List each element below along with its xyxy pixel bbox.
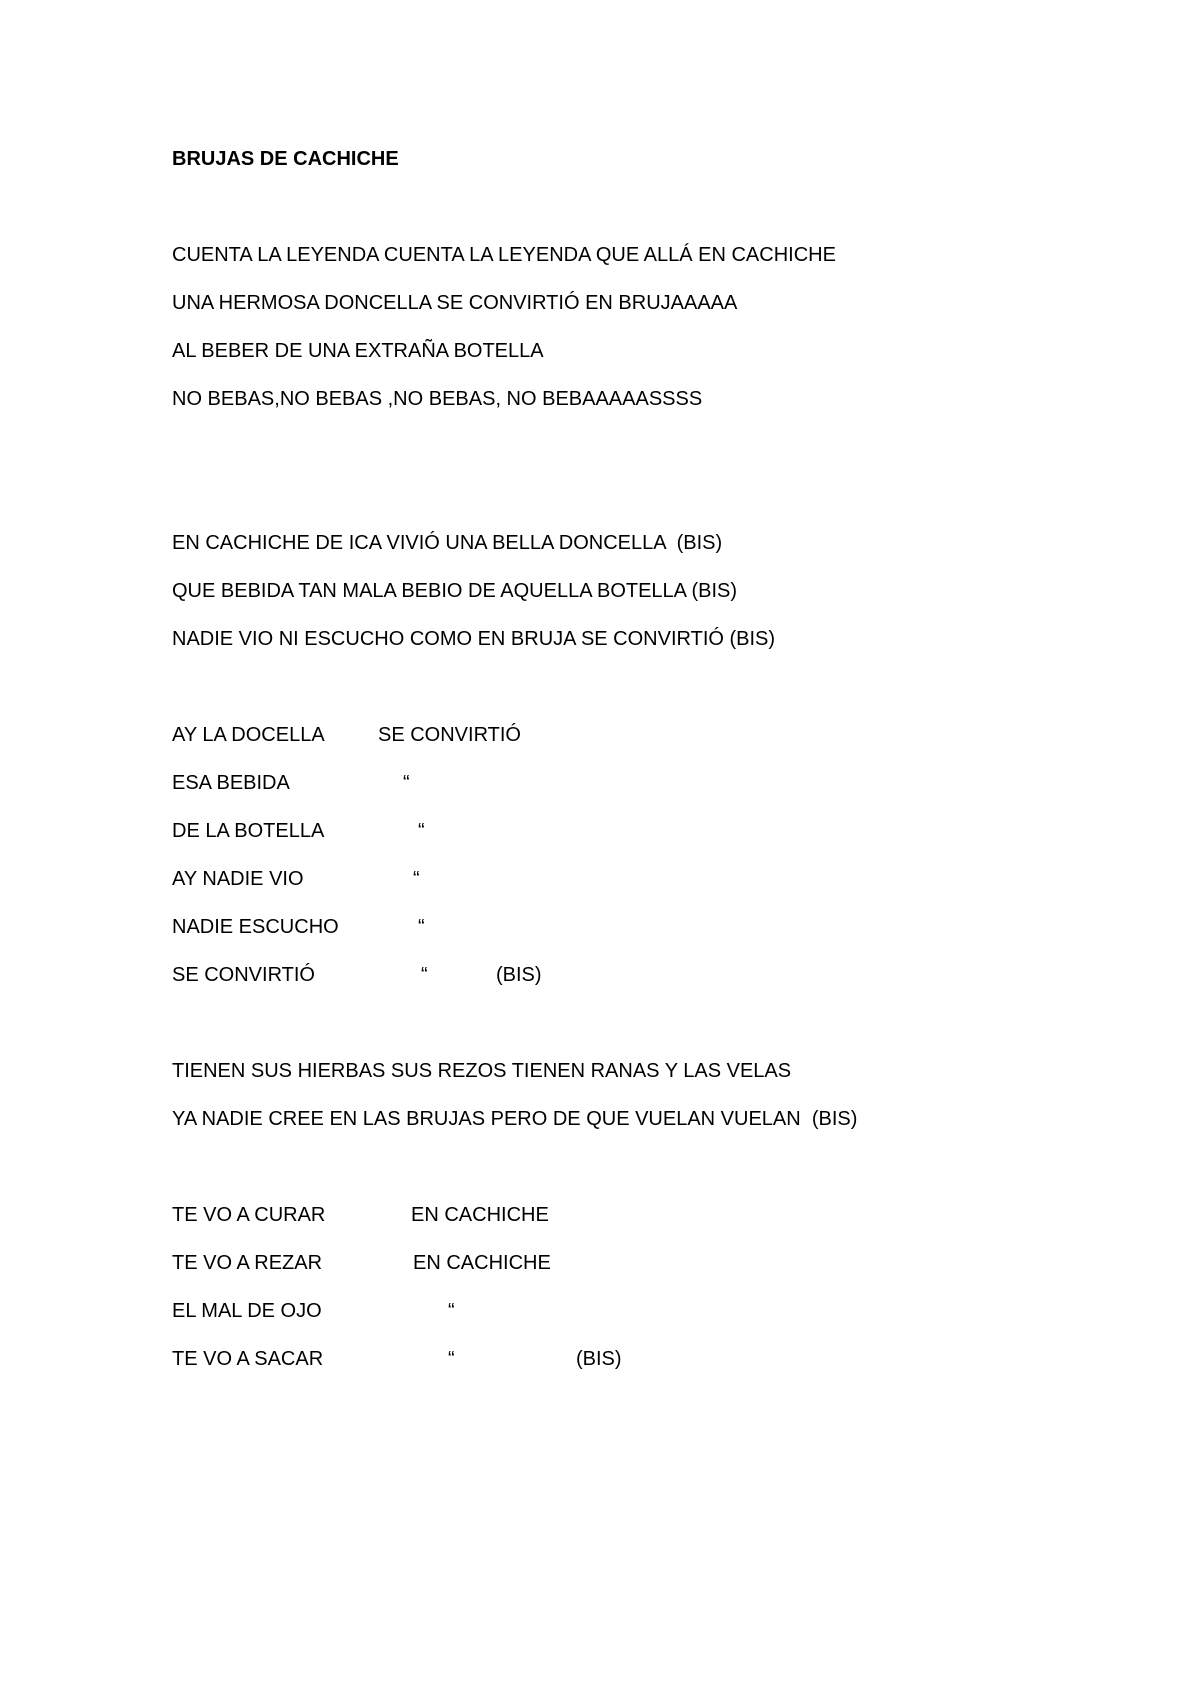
stanza3-line-1-mid: SE CONVIRTIÓ (378, 724, 521, 746)
stanza2-line-1: EN CACHICHE DE ICA VIVIÓ UNA BELLA DONCELLA (BIS) (172, 532, 723, 554)
stanza1-line-2: UNA HERMOSA DONCELLA SE CONVIRTIÓ EN BRUJAAAAA (172, 292, 738, 314)
stanza3-line-6-right: (BIS) (496, 964, 542, 986)
stanza3-line-5-mid: “ (418, 916, 425, 938)
stanza5-line-1-mid: EN CACHICHE (411, 1204, 549, 1226)
stanza3-line-6-left: SE CONVIRTIÓ (172, 964, 315, 986)
stanza1-line-3: AL BEBER DE UNA EXTRAÑA BOTELLA (172, 340, 544, 362)
stanza5-line-3-mid: “ (448, 1300, 455, 1322)
stanza2-line-3: NADIE VIO NI ESCUCHO COMO EN BRUJA SE CONVIRTIÓ (BIS) (172, 628, 776, 650)
stanza5-line-2-mid: EN CACHICHE (413, 1252, 551, 1274)
stanza4-line-2: YA NADIE CREE EN LAS BRUJAS PERO DE QUE VUELAN VUELAN (BIS) (172, 1108, 858, 1130)
stanza4-line-1: TIENEN SUS HIERBAS SUS REZOS TIENEN RANAS Y LAS VELAS (172, 1060, 792, 1082)
stanza3-line-1-left: AY LA DOCELLA (172, 724, 325, 746)
stanza2-line-2: QUE BEBIDA TAN MALA BEBIO DE AQUELLA BOTELLA (BIS) (172, 580, 738, 602)
stanza3-line-2-left: ESA BEBIDA (172, 772, 290, 794)
stanza3-line-6-mid: “ (421, 964, 428, 986)
stanza3-line-4-mid: “ (413, 868, 420, 890)
stanza3-line-2-mid: “ (403, 772, 410, 794)
stanza3-line-5-left: NADIE ESCUCHO (172, 916, 339, 938)
song-title: BRUJAS DE CACHICHE (172, 148, 399, 170)
stanza5-line-4-right: (BIS) (576, 1348, 622, 1370)
stanza5-line-3-left: EL MAL DE OJO (172, 1300, 322, 1322)
stanza3-line-4-left: AY NADIE VIO (172, 868, 304, 890)
stanza5-line-2-left: TE VO A REZAR (172, 1252, 323, 1274)
stanza5-line-4-mid: “ (448, 1348, 455, 1370)
stanza3-line-3-mid: “ (418, 820, 425, 842)
stanza1-line-1: CUENTA LA LEYENDA CUENTA LA LEYENDA QUE ALLÁ EN CACHICHE (172, 244, 836, 266)
stanza5-line-4-left: TE VO A SACAR (172, 1348, 324, 1370)
stanza5-line-1-left: TE VO A CURAR (172, 1204, 326, 1226)
stanza3-line-3-left: DE LA BOTELLA (172, 820, 325, 842)
stanza1-line-4: NO BEBAS,NO BEBAS ,NO BEBAS, NO BEBAAAAASSSS (172, 388, 703, 410)
